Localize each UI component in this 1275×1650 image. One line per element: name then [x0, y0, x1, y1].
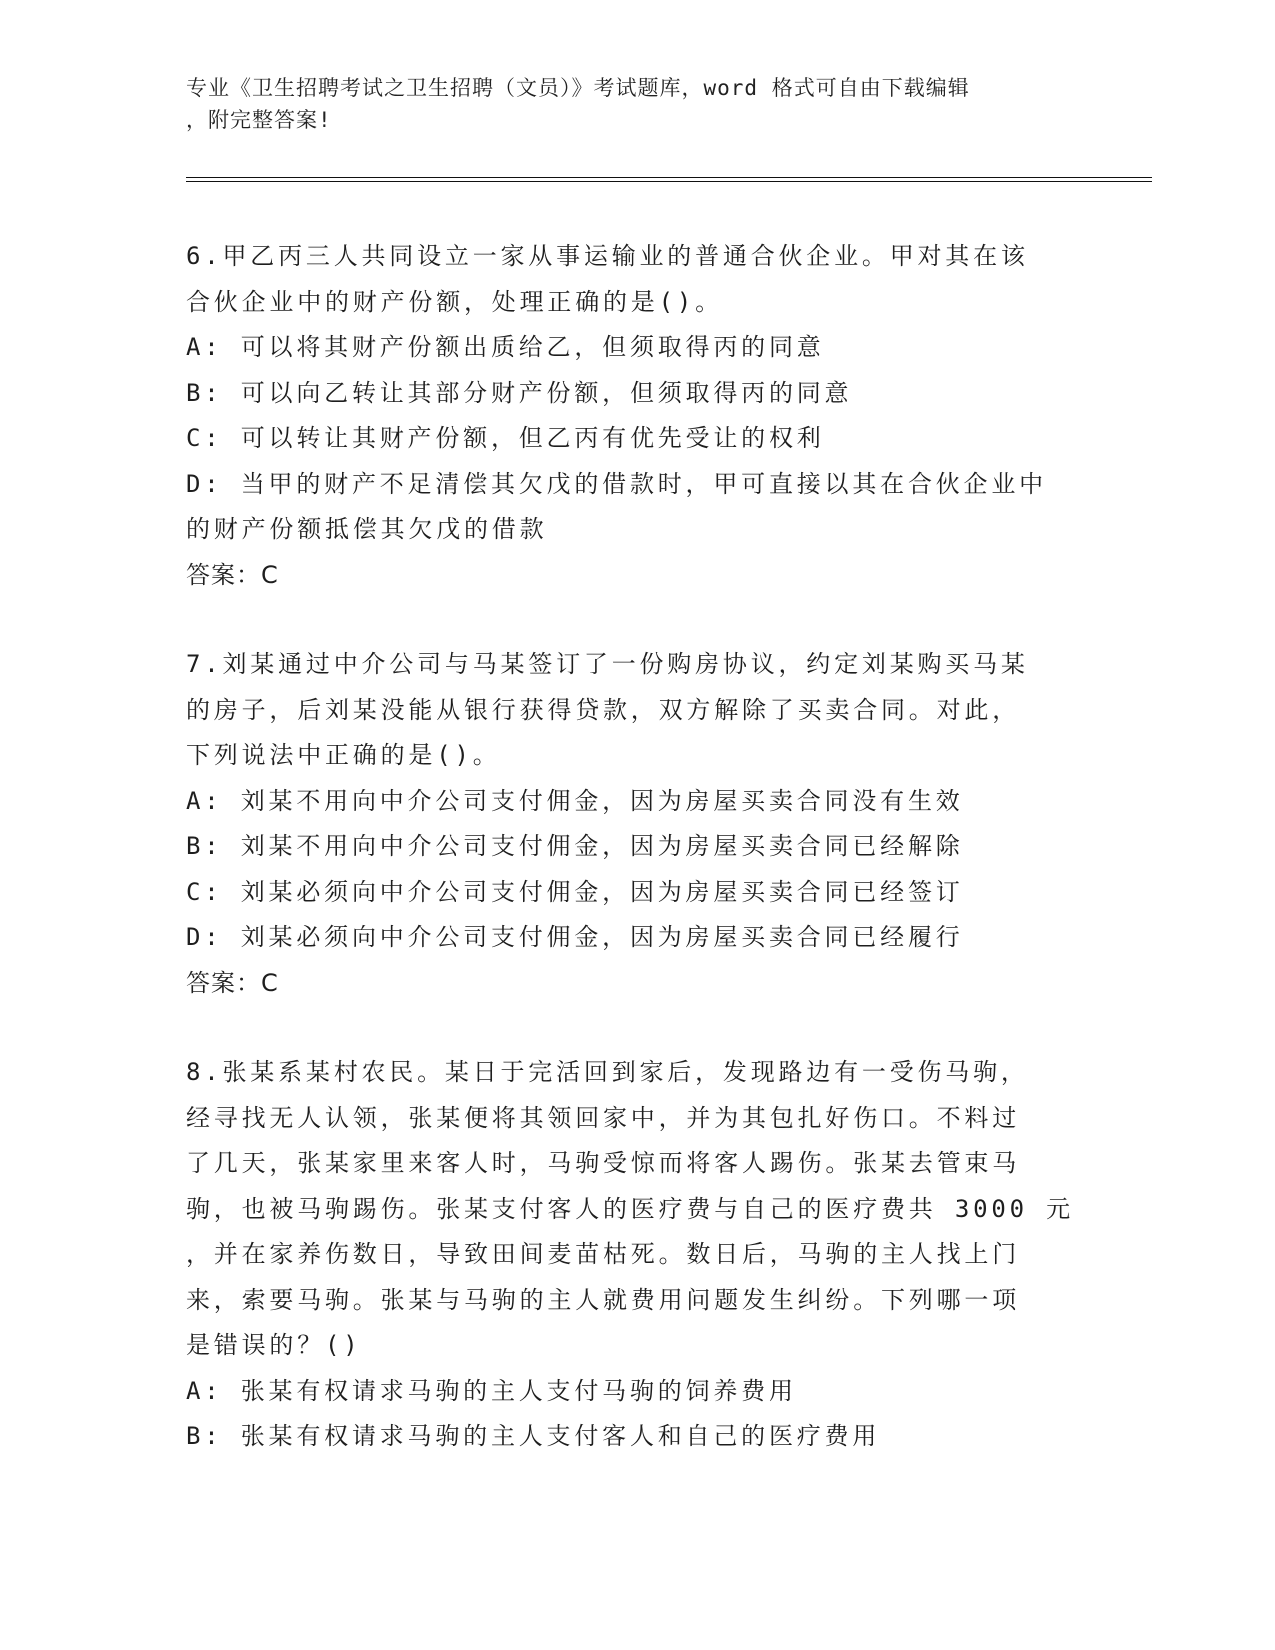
question-gap — [186, 598, 1086, 642]
option-d: D: 当甲的财产不足清偿其欠戊的借款时，甲可直接以其在合伙企业中 — [186, 469, 1047, 498]
question-stem-line: 经寻找无人认领，张某便将其领回家中，并为其包扎好伤口。不料过 — [186, 1103, 1020, 1132]
option-b: B: 刘某不用向中介公司支付佣金，因为房屋买卖合同已经解除 — [186, 832, 964, 860]
answer-label: 答案：C — [186, 968, 279, 997]
question-6 — [186, 234, 1086, 598]
question-list — [186, 234, 1086, 1460]
header-rule-bottom — [186, 181, 1152, 182]
option-d: D: 刘某必须向中介公司支付佣金，因为房屋买卖合同已经履行 — [186, 923, 964, 951]
option-c: C: 可以转让其财产份额，但乙丙有优先受让的权利 — [186, 424, 825, 452]
option-c: C: 刘某必须向中介公司支付佣金，因为房屋买卖合同已经签订 — [186, 877, 964, 906]
option-a: A: 刘某不用向中介公司支付佣金，因为房屋买卖合同没有生效 — [186, 786, 964, 815]
question-stem-line: ，并在家养伤数日，导致田间麦苗枯死。数日后，马驹的主人找上门 — [186, 1240, 1020, 1268]
question-stem-line: 合伙企业中的财产份额，处理正确的是()。 — [186, 287, 723, 316]
option-b: B: 张某有权请求马驹的主人支付客人和自己的医疗费用 — [186, 1422, 881, 1450]
question-stem-line: 是错误的？() — [186, 1331, 362, 1359]
option-a: A: 可以将其财产份额出质给乙，但须取得丙的同意 — [186, 333, 825, 361]
question-8 — [186, 1050, 1086, 1460]
question-stem-line: 了几天，张某家里来客人时，马驹受惊而将客人踢伤。张某去管束马 — [186, 1149, 1020, 1177]
document-header — [186, 72, 1066, 136]
question-stem-line: 7.刘某通过中介公司与马某签订了一份购房协议，约定刘某购买马某 — [186, 650, 1029, 678]
header-line-1: 专业《卫生招聘考试之卫生招聘（文员）》考试题库，word 格式可自由下载编辑 — [186, 76, 970, 100]
question-stem-line: 8.张某系某村农民。某日于完活回到家后，发现路边有一受伤马驹， — [186, 1058, 1029, 1086]
question-stem-line: 的房子，后刘某没能从银行获得贷款，双方解除了买卖合同。对此， — [186, 695, 1020, 724]
option-b: B: 可以向乙转让其部分财产份额，但须取得丙的同意 — [186, 378, 853, 407]
header-line-2: ，附完整答案! — [186, 108, 332, 132]
option-a: A: 张某有权请求马驹的主人支付马驹的饲养费用 — [186, 1376, 797, 1405]
question-stem-line: 下列说法中正确的是()。 — [186, 741, 501, 769]
answer-label: 答案：C — [186, 560, 279, 589]
question-stem-line: 6.甲乙丙三人共同设立一家从事运输业的普通合伙企业。甲对其在该 — [186, 242, 1029, 270]
question-stem-line: 驹，也被马驹踢伤。张某支付客人的医疗费与自己的医疗费共 3000 元 — [186, 1194, 1074, 1223]
question-7 — [186, 642, 1086, 1006]
header-rule-top — [186, 177, 1152, 178]
question-gap — [186, 1006, 1086, 1050]
question-stem-line: 来，索要马驹。张某与马驹的主人就费用问题发生纠纷。下列哪一项 — [186, 1285, 1020, 1314]
option-d-continued: 的财产份额抵偿其欠戊的借款 — [186, 515, 548, 543]
